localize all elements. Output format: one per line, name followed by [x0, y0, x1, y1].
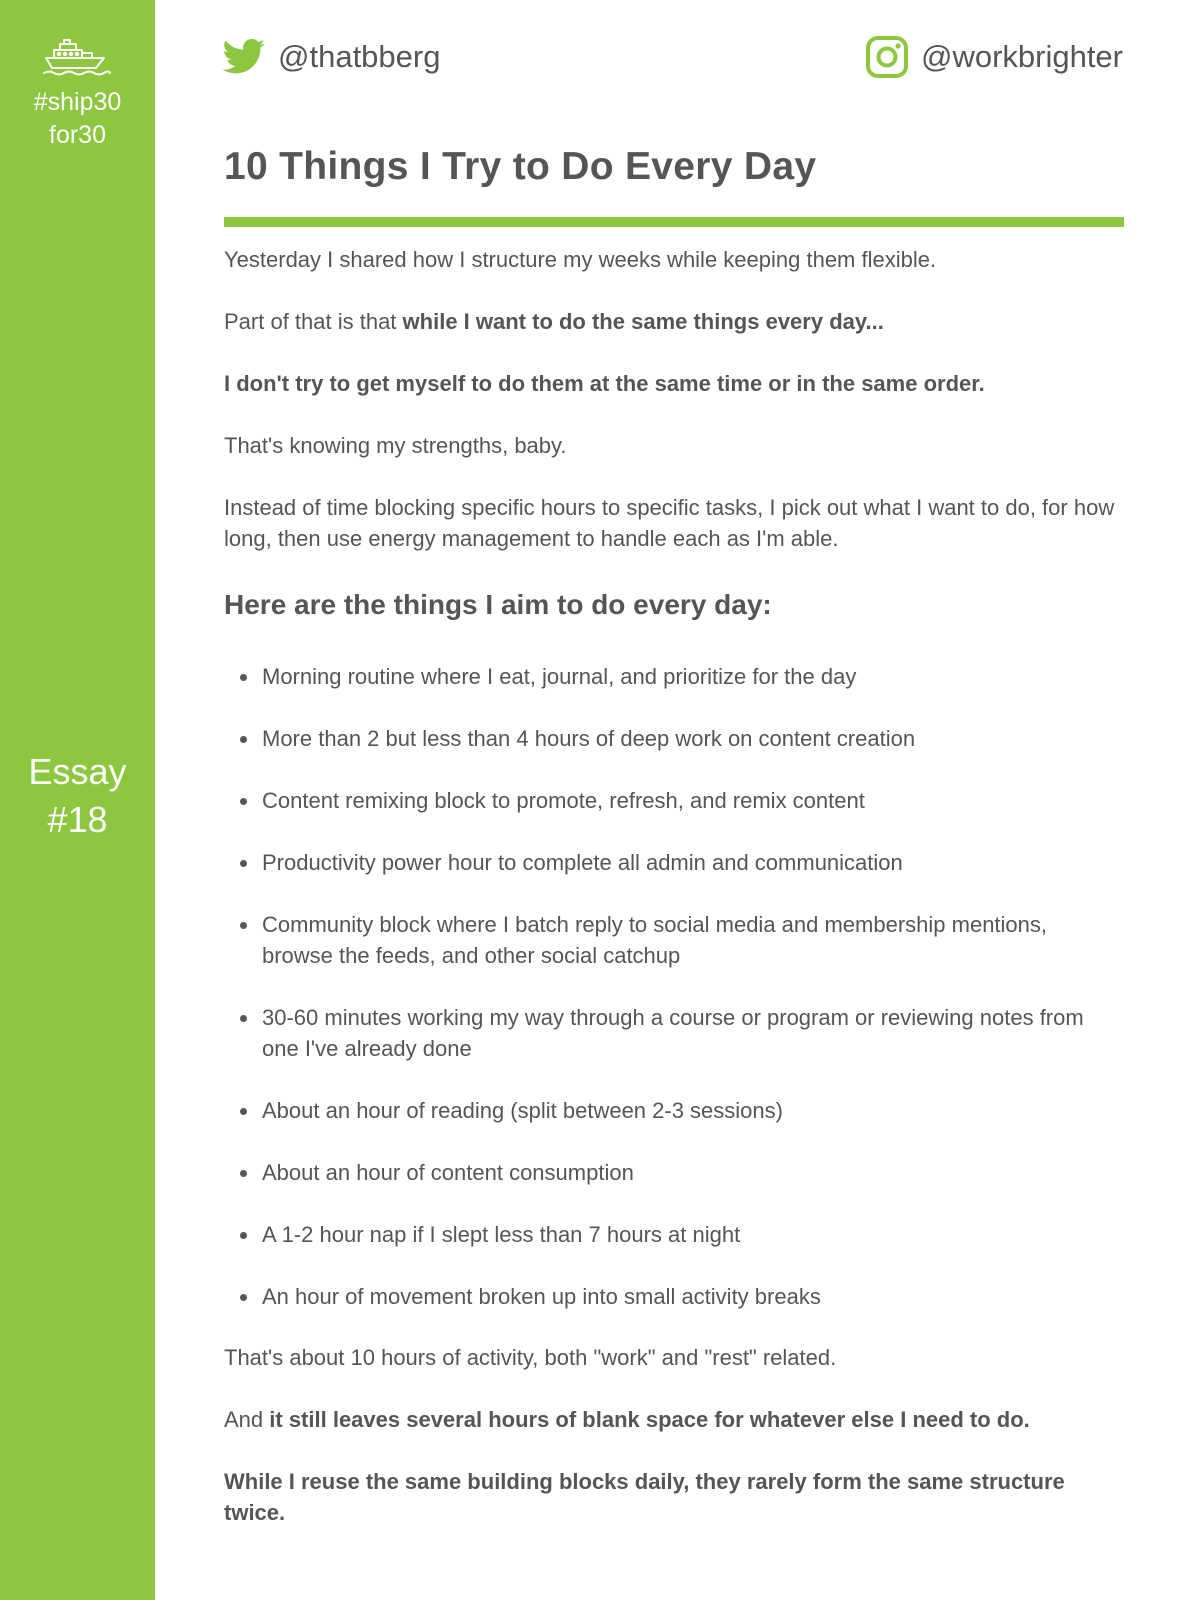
list-item: Productivity power hour to complete all admin and communication — [262, 847, 1124, 878]
intro-paragraph-5: Instead of time blocking specific hours to specific tasks, I pick out what I want to do, for how long, then use energy management to handle each as I'm able. — [224, 495, 1115, 551]
list-item: Community block where I batch reply to social media and membership mentions, browse the feeds, and other social catchup — [262, 909, 1124, 971]
essay-count: #18 — [47, 799, 108, 840]
twitter-icon — [222, 39, 266, 75]
instagram-handle: @workbrighter — [920, 39, 1123, 74]
title-divider — [224, 217, 1124, 227]
twitter-handle: @thatbberg — [278, 39, 441, 74]
outro-paragraph-3-bold: While I reuse the same building blocks daily, they rarely form the same structure twice. — [224, 1469, 1065, 1525]
intro-paragraph-3 — [224, 368, 1124, 399]
hashtag-line-2: for30 — [49, 121, 106, 149]
ship-icon — [42, 36, 112, 78]
list-item: Content remixing block to promote, refresh, and remix content — [262, 785, 1124, 816]
list-heading: Here are the things I aim to do every day: — [224, 589, 772, 620]
hashtag-label — [0, 86, 155, 152]
essay-body — [224, 244, 1124, 1559]
outro-paragraph-2-text: And — [224, 1407, 270, 1432]
list-item: 30-60 minutes working my way through a course or program or reviewing notes from one I've already done — [262, 1002, 1124, 1064]
hashtag-line-1: #ship30 — [33, 88, 122, 116]
list-item: About an hour of reading (split between 2-3 sessions) — [262, 1095, 1124, 1126]
list-item: An hour of movement broken up into small activity breaks — [262, 1281, 1124, 1312]
daily-things-list — [224, 661, 1124, 1312]
outro-paragraph-1: That's about 10 hours of activity, both "work" and "rest" related. — [224, 1345, 837, 1370]
outro-paragraph-2-bold: it still leaves several hours of blank space for whatever else I need to do. — [269, 1407, 1030, 1432]
page-title: 10 Things I Try to Do Every Day — [224, 145, 817, 188]
intro-paragraph-2-text: Part of that is that — [224, 309, 403, 334]
instagram-handle-link[interactable] — [865, 34, 1123, 80]
twitter-handle-link[interactable] — [222, 34, 440, 80]
outro-paragraph-2 — [224, 1404, 1124, 1435]
intro-paragraph-1: Yesterday I shared how I structure my weeks while keeping them flexible. — [224, 247, 937, 272]
intro-paragraph-2 — [224, 306, 1124, 337]
intro-paragraph-4: That's knowing my strengths, baby. — [224, 433, 567, 458]
list-item: A 1-2 hour nap if I slept less than 7 hours at night — [262, 1219, 1124, 1250]
list-item: About an hour of content consumption — [262, 1157, 1124, 1188]
essay-number — [0, 748, 155, 844]
instagram-icon — [865, 35, 909, 79]
essay-label: Essay — [28, 751, 127, 792]
list-item: More than 2 but less than 4 hours of deep work on content creation — [262, 723, 1124, 754]
outro-paragraph-3 — [224, 1466, 1124, 1528]
intro-paragraph-3-bold: I don't try to get myself to do them at the same time or in the same order. — [224, 371, 985, 396]
sidebar — [0, 0, 155, 1600]
intro-paragraph-2-bold: while I want to do the same things every day... — [402, 309, 884, 334]
list-item: Morning routine where I eat, journal, and prioritize for the day — [262, 661, 1124, 692]
